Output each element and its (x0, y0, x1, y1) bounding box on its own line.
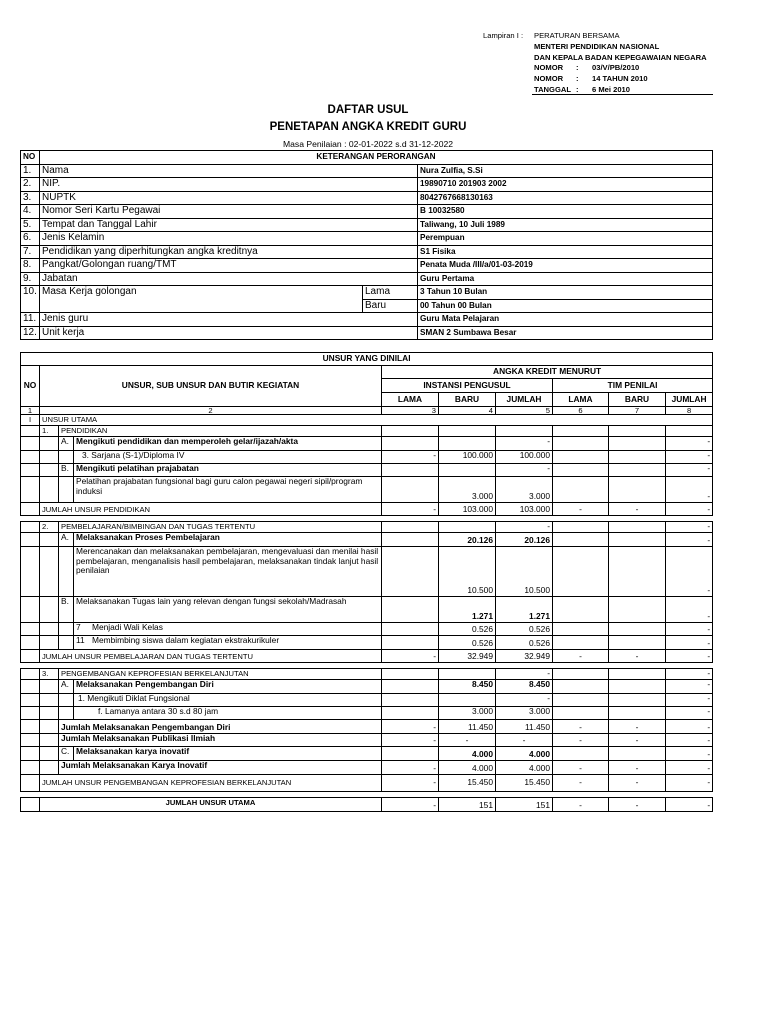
item-text: Menjadi Wali Kelas (92, 622, 163, 632)
item-label: Melaksanakan karya inovatif (74, 747, 382, 761)
personal-header-row (21, 151, 713, 165)
tim-jumlah-value: - (666, 597, 713, 623)
baru-value: 10.500 (439, 547, 496, 597)
col-index: 4 (439, 407, 496, 415)
unsur-no-header: NO (21, 366, 40, 407)
lampiran-line-2: MENTERI PENDIDIKAN NASIONAL (534, 41, 660, 51)
row-number: 11. (21, 313, 40, 327)
tim-lama-value: - (553, 761, 609, 775)
index-row (21, 407, 713, 415)
item-label: Mengikuti pelatihan prajabatan (74, 464, 382, 477)
jumlah-unsur-utama-label: JUMLAH UNSUR UTAMA (40, 798, 382, 812)
masa-kerja-row (21, 286, 713, 300)
instansi-header: INSTANSI PENGUSUL (382, 379, 553, 393)
tanggal-value: 6 Mei 2010 (592, 84, 630, 94)
personal-row (21, 313, 713, 327)
col-lama-header: LAMA (553, 393, 609, 407)
field-value: 19890710 201903 2002 (418, 178, 713, 192)
lampiran-block (483, 31, 707, 96)
jumlah-label: Jumlah Melaksanakan Publikasi Ilmiah (59, 734, 382, 747)
item-label: 3. Sarjana (S-1)/Diploma IV (74, 451, 382, 464)
field-label: Tempat dan Tanggal Lahir (40, 218, 418, 232)
row-number: 3. (21, 191, 40, 205)
col-index: 5 (496, 407, 553, 415)
tim-baru-value: - (609, 798, 666, 812)
item-text: Membimbing siswa dalam kegiatan ekstrakurikuler (92, 635, 280, 645)
tim-lama-value: - (553, 503, 609, 516)
item-row (21, 747, 713, 761)
unsur-utama-row (21, 415, 713, 426)
field-label: NIP. (40, 178, 418, 192)
jumlah-value: 0.526 (496, 636, 553, 650)
baru-value: 3.000 (439, 707, 496, 720)
item-row (21, 694, 713, 707)
tim-jumlah-value: - (666, 650, 713, 663)
tim-jumlah-value: - (666, 623, 713, 636)
no-header: NO (21, 151, 40, 165)
item-letter: A. (59, 437, 74, 451)
personal-row (21, 178, 713, 192)
baru-value: 4.000 (439, 761, 496, 775)
jumlah-label: Jumlah Melaksanakan Karya Inovatif (59, 761, 382, 775)
baru-value: 20.126 (439, 533, 496, 547)
item-label: Melaksanakan Tugas lain yang relevan dengan fungsi sekolah/Madrasah (74, 597, 382, 623)
jumlah-unsur-label: JUMLAH UNSUR PEMBELAJARAN DAN TUGAS TERTENTU (40, 650, 382, 663)
item-row (21, 597, 713, 623)
tim-baru-value: - (609, 650, 666, 663)
field-label: Pendidikan yang diperhitungkan angka kreditnya (40, 245, 418, 259)
row-number: 1. (21, 164, 40, 178)
nomor-1-value: 03/V/PB/2010 (592, 63, 640, 73)
item-row (21, 623, 713, 636)
jumlah-value: - (496, 437, 553, 451)
personal-row (21, 326, 713, 340)
field-label: Nama (40, 164, 418, 178)
tim-jumlah-value: - (666, 761, 713, 775)
tim-lama-value: - (553, 650, 609, 663)
lama-value: - (382, 650, 439, 663)
item-letter: C. (59, 747, 74, 761)
assessment-period: Masa Penilaian : 02-01-2022 s.d 31-12-2022 (282, 139, 454, 149)
jumlah-value: 3.000 (496, 477, 553, 503)
lampiran-label: Lampiran I : (483, 31, 524, 40)
col-index: 1 (21, 407, 40, 415)
field-label: Pangkat/Golongan ruang/TMT (40, 259, 418, 273)
baru-value: 0.526 (439, 623, 496, 636)
tim-penilai-header: TIM PENILAI (553, 379, 713, 393)
page-title: DAFTAR USUL (327, 104, 409, 116)
tanggal-label: TANGGAL (534, 84, 571, 94)
tim-jumlah-value: - (666, 503, 713, 516)
tim-jumlah-value: - (666, 734, 713, 747)
tim-jumlah-value: - (666, 522, 713, 533)
item-row (21, 451, 713, 464)
jumlah-value: 15.450 (496, 775, 553, 792)
jumlah-value: 100.000 (496, 451, 553, 464)
baru-value: 8.450 (439, 680, 496, 694)
field-value: Nura Zulfia, S.Si (418, 164, 713, 178)
lama-value: - (382, 775, 439, 792)
col-baru-header: BARU (439, 393, 496, 407)
jumlah-value: 0.526 (496, 623, 553, 636)
tim-baru-value: - (609, 761, 666, 775)
item-label: 1. Mengikuti Diklat Fungsional (74, 694, 382, 707)
tim-baru-value: - (609, 720, 666, 734)
col-index: 8 (666, 407, 713, 415)
baru-value: 3.000 (439, 477, 496, 503)
baru-value: 151 (439, 798, 496, 812)
nomor-1-label: NOMOR (534, 63, 564, 73)
item-row (21, 636, 713, 650)
nomor-2-label: NOMOR (534, 74, 564, 84)
personal-info-table (20, 150, 713, 340)
jumlah-unsur-utama-row (21, 798, 713, 812)
unsur-main-header: UNSUR, SUB UNSUR DAN BUTIR KEGIATAN (40, 366, 382, 407)
item-letter: A. (59, 533, 74, 547)
sub-unsur-label: PEMBELAJARAN/BIMBINGAN DAN TUGAS TERTENTU (59, 522, 382, 533)
jumlah-value: 3.000 (496, 707, 553, 720)
jumlah-value: - (496, 669, 553, 680)
row-number: 9. (21, 272, 40, 286)
baru-value: 0.526 (439, 636, 496, 650)
field-value: Taliwang, 10 Juli 1989 (418, 218, 713, 232)
jumlah-unsur-row (21, 503, 713, 516)
item-label: Pelatihan prajabatan fungsional bagi guru calon pegawai negeri sipil/program induksi (74, 477, 382, 503)
personal-row (21, 164, 713, 178)
jumlah-value: - (496, 464, 553, 477)
lama-value: - (382, 734, 439, 747)
item-label (74, 636, 382, 650)
lama-value: - (382, 720, 439, 734)
field-label: Unit kerja (40, 326, 418, 340)
jumlah-unsur-label: JUMLAH UNSUR PENDIDIKAN (40, 503, 382, 516)
item-letter: A. (59, 680, 74, 694)
lampiran-line-3: DAN KEPALA BADAN KEPEGAWAIAN NEGARA (534, 52, 707, 62)
baru-label: Baru (363, 299, 418, 313)
baru-value: - (439, 734, 496, 747)
personal-row (21, 259, 713, 273)
item-letter: B. (59, 464, 74, 477)
baru-value: 100.000 (439, 451, 496, 464)
jumlah-value: 4.000 (496, 761, 553, 775)
lama-value: - (382, 798, 439, 812)
col-jumlah-header: JUMLAH (666, 393, 713, 407)
item-row (21, 707, 713, 720)
lama-value: - (382, 451, 439, 464)
field-value: SMAN 2 Sumbawa Besar (418, 326, 713, 340)
row-number: 5. (21, 218, 40, 232)
jumlah-unsur-row (21, 775, 713, 792)
field-label: Nomor Seri Kartu Pegawai (40, 205, 418, 219)
row-number: 3. (40, 669, 59, 680)
personal-row (21, 232, 713, 246)
field-label: Masa Kerja golongan (40, 286, 363, 313)
baru-value: 32.949 (439, 650, 496, 663)
unsur-section-title: UNSUR YANG DINILAI (21, 353, 713, 366)
lama-value: 3 Tahun 10 Bulan (418, 286, 713, 300)
jumlah-value: 103.000 (496, 503, 553, 516)
item-row (21, 680, 713, 694)
field-value: 8042767668130163 (418, 191, 713, 205)
angka-kredit-header: ANGKA KREDIT MENURUT (382, 366, 713, 379)
field-value: Perempuan (418, 232, 713, 246)
col-index: 3 (382, 407, 439, 415)
tim-jumlah-value: - (666, 533, 713, 547)
field-value: Penata Muda /III/a/01-03-2019 (418, 259, 713, 273)
page-subtitle: PENETAPAN ANGKA KREDIT GURU (269, 121, 467, 133)
personal-row (21, 218, 713, 232)
item-letter: B. (59, 597, 74, 623)
personal-row (21, 272, 713, 286)
jumlah-value: 1.271 (496, 597, 553, 623)
tim-jumlah-value: - (666, 636, 713, 650)
lampiran-rule (532, 94, 713, 95)
row-number: 8. (21, 259, 40, 273)
nomor-2-value: 14 TAHUN 2010 (592, 74, 648, 84)
tim-lama-value: - (553, 798, 609, 812)
baru-value: 00 Tahun 00 Bulan (418, 299, 713, 313)
field-value: Guru Mata Pelajaran (418, 313, 713, 327)
tim-jumlah-value: - (666, 669, 713, 680)
pembelajaran-row (21, 522, 713, 533)
tim-baru-value: - (609, 503, 666, 516)
item-row (21, 547, 713, 597)
lama-label: Lama (363, 286, 418, 300)
tim-jumlah-value: - (666, 477, 713, 503)
jumlah-value: 20.126 (496, 533, 553, 547)
row-number: 4. (21, 205, 40, 219)
baru-value: 103.000 (439, 503, 496, 516)
personal-row (21, 245, 713, 259)
jumlah-value: 4.000 (496, 747, 553, 761)
jumlah-value: 151 (496, 798, 553, 812)
row-number: 7. (21, 245, 40, 259)
col-index: 6 (553, 407, 609, 415)
nomor-1-sep: : (576, 63, 579, 73)
row-number: 6. (21, 232, 40, 246)
item-row (21, 477, 713, 503)
tim-jumlah-value: - (666, 775, 713, 792)
jumlah-value: 32.949 (496, 650, 553, 663)
jumlah-unsur-row (21, 650, 713, 663)
pengembangan-row (21, 669, 713, 680)
tim-jumlah-value: - (666, 694, 713, 707)
jumlah-value: 8.450 (496, 680, 553, 694)
row-number: 2. (21, 178, 40, 192)
field-label: Jenis Kelamin (40, 232, 418, 246)
pendidikan-row (21, 426, 713, 437)
item-label: Melaksanakan Proses Pembelajaran (74, 533, 382, 547)
item-label: Mengikuti pendidikan dan memperoleh gelar/ijazah/akta (74, 437, 382, 451)
tim-jumlah-value: - (666, 547, 713, 597)
row-number: 1. (40, 426, 59, 437)
item-number: 7 (76, 622, 81, 632)
row-number: 2. (40, 522, 59, 533)
tim-lama-value: - (553, 720, 609, 734)
sub-unsur-label: PENGEMBANGAN KEPROFESIAN BERKELANJUTAN (59, 669, 382, 680)
field-value: B 10032580 (418, 205, 713, 219)
personal-row (21, 205, 713, 219)
jumlah-value: - (496, 694, 553, 707)
tim-jumlah-value: - (666, 451, 713, 464)
nomor-2-sep: : (576, 74, 579, 84)
personal-row (21, 191, 713, 205)
sub-unsur-label: PENDIDIKAN (59, 426, 382, 437)
tim-jumlah-value: - (666, 437, 713, 451)
baru-value: 15.450 (439, 775, 496, 792)
tanggal-sep: : (576, 84, 579, 94)
item-label (74, 623, 382, 636)
item-row (21, 533, 713, 547)
jumlah-value: 10.500 (496, 547, 553, 597)
row-number: 12. (21, 326, 40, 340)
jumlah-unsur-label: JUMLAH UNSUR PENGEMBANGAN KEPROFESIAN BERKELANJUTAN (40, 775, 382, 792)
tim-jumlah-value: - (666, 747, 713, 761)
row-number: I (21, 415, 40, 426)
lama-value: - (382, 761, 439, 775)
col-baru-header: BARU (609, 393, 666, 407)
tim-jumlah-value: - (666, 720, 713, 734)
item-row (21, 464, 713, 477)
lampiran-line-1: PERATURAN BERSAMA (534, 31, 620, 40)
baru-value: 4.000 (439, 747, 496, 761)
tim-jumlah-value: - (666, 798, 713, 812)
item-number: 11 (76, 635, 85, 645)
field-value: S1 Fisika (418, 245, 713, 259)
jumlah-row (21, 720, 713, 734)
section-label: UNSUR UTAMA (40, 415, 713, 426)
tim-jumlah-value: - (666, 464, 713, 477)
tim-jumlah-value: - (666, 707, 713, 720)
field-label: NUPTK (40, 191, 418, 205)
keterangan-header: KETERANGAN PERORANGAN (40, 151, 713, 165)
field-value: Guru Pertama (418, 272, 713, 286)
field-label: Jabatan (40, 272, 418, 286)
tim-baru-value: - (609, 775, 666, 792)
row-number: 10. (21, 286, 40, 313)
col-lama-header: LAMA (382, 393, 439, 407)
item-label: Melaksanakan Pengembangan Diri (74, 680, 382, 694)
tim-jumlah-value: - (666, 680, 713, 694)
jumlah-row (21, 761, 713, 775)
unsur-table (20, 352, 713, 812)
tim-lama-value: - (553, 775, 609, 792)
item-row (21, 437, 713, 451)
baru-value: 11.450 (439, 720, 496, 734)
jumlah-label: Jumlah Melaksanakan Pengembangan Diri (59, 720, 382, 734)
col-index: 7 (609, 407, 666, 415)
field-label: Jenis guru (40, 313, 418, 327)
tim-lama-value: - (553, 734, 609, 747)
baru-value: 1.271 (439, 597, 496, 623)
item-label: Merencanakan dan melaksanakan pembelajaran, mengevaluasi dan menilai hasil pembelajaran, menganalisis hasil pembelajaran, melaksanakan tindak lanjut hasil penilaian (74, 547, 382, 597)
item-label: f. Lamanya antara 30 s.d 80 jam (74, 707, 382, 720)
jumlah-value: 11.450 (496, 720, 553, 734)
col-index: 2 (40, 407, 382, 415)
lama-value: - (382, 503, 439, 516)
jumlah-value: - (496, 734, 553, 747)
jumlah-row (21, 734, 713, 747)
tim-baru-value: - (609, 734, 666, 747)
col-jumlah-header: JUMLAH (496, 393, 553, 407)
jumlah-value: - (496, 522, 553, 533)
